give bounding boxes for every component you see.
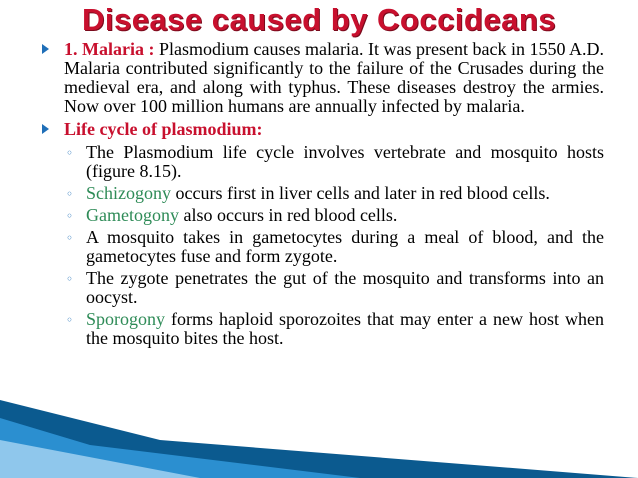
slide-content [42, 40, 604, 351]
lifecycle-item-text: A mosquito takes in gametocytes during a meal of blood, and the gametocytes fuse and form zygote. [86, 227, 604, 266]
lifecycle-item-text: The Plasmodium life cycle involves vertebrate and mosquito hosts (figure 8.15). [86, 142, 604, 181]
lifecycle-item-highlight: Sporogony [86, 309, 166, 329]
lifecycle-item [42, 143, 604, 181]
ring-bullet-icon: ◦ [66, 187, 74, 201]
lifecycle-item-highlight: Gametogony [86, 205, 179, 225]
lifecycle-item [42, 206, 604, 225]
malaria-heading: 1. Malaria : [64, 39, 155, 59]
ring-bullet-icon: ◦ [66, 272, 74, 286]
ring-bullet-icon: ◦ [66, 209, 74, 223]
decor-band-dark [0, 400, 638, 478]
ring-bullet-icon: ◦ [66, 146, 74, 160]
lifecycle-item-text: forms haploid sporozoites that may enter a new host when the mosquito bites the host. [86, 309, 604, 348]
lifecycle-item [42, 184, 604, 203]
slide-title: Disease caused by Coccideans [81, 2, 557, 37]
bullet-arrow-icon [42, 124, 49, 134]
decor-band-light [0, 440, 200, 478]
ring-bullet-icon: ◦ [66, 313, 74, 327]
lifecycle-item [42, 228, 604, 266]
lifecycle-item-text: occurs first in liver cells and later in red blood cells. [171, 183, 550, 203]
lifecycle-item-highlight: Schizogony [86, 183, 171, 203]
lifecycle-bullet [42, 120, 604, 139]
lifecycle-item-text: also occurs in red blood cells. [178, 205, 398, 225]
lifecycle-heading: Life cycle of plasmodium: [64, 119, 263, 139]
lifecycle-item [42, 269, 604, 307]
decor-band-mid [0, 418, 360, 478]
lifecycle-item [42, 310, 604, 348]
malaria-bullet [42, 40, 604, 116]
malaria-text: Plasmodium causes malaria. It was present back in 1550 A.D. Malaria contributed significantly to the failure of the Crusades during the medieval era, and along with typhus. These diseases destroy the armies. Now over 100 million humans are annually infected by malaria. [64, 39, 604, 116]
lifecycle-item-text: The zygote penetrates the gut of the mosquito and transforms into an oocyst. [86, 268, 604, 307]
ring-bullet-icon: ◦ [66, 231, 74, 245]
bullet-arrow-icon [42, 44, 49, 54]
